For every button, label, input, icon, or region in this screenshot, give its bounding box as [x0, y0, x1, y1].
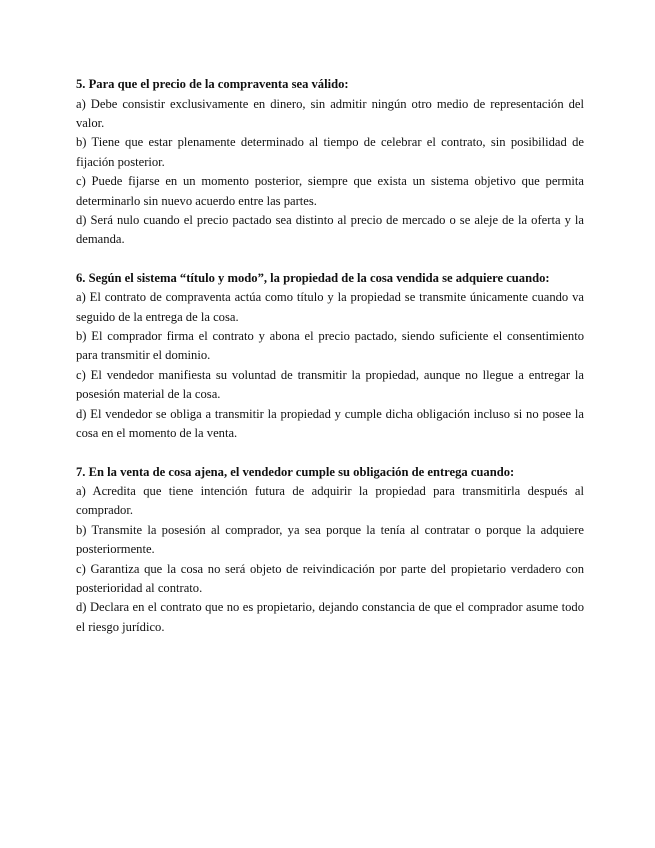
question-7	[76, 463, 584, 638]
option-d: d) Será nulo cuando el precio pactado sea distinto al precio de mercado o se aleje de la oferta y la demanda.	[76, 212, 584, 247]
question-6	[76, 269, 584, 444]
question-5	[76, 75, 584, 250]
option-b: b) Transmite la posesión al comprador, ya sea porque la tenía al contratar o porque la adquiere posteriormente.	[76, 522, 584, 557]
question-title: 7. En la venta de cosa ajena, el vendedor cumple su obligación de entrega cuando:	[76, 464, 515, 479]
question-title: 5. Para que el precio de la compraventa sea válido:	[76, 77, 349, 91]
option-c: c) El vendedor manifiesta su voluntad de transmitir la propiedad, aunque no llegue a entregar la posesión material de la cosa.	[76, 367, 584, 402]
document-page	[76, 75, 584, 656]
option-a: a) Acredita que tiene intención futura de adquirir la propiedad para transmitirla después al comprador.	[76, 484, 584, 518]
option-a: a) El contrato de compraventa actúa como título y la propiedad se transmite únicamente cuando va seguido de la entrega de la cosa.	[76, 290, 584, 324]
option-a: a) Debe consistir exclusivamente en dinero, sin admitir ningún otro medio de representación del valor.	[76, 96, 584, 130]
option-d: d) El vendedor se obliga a transmitir la propiedad y cumple dicha obligación incluso si no posee la cosa en el momento de la venta.	[76, 406, 584, 441]
option-d: d) Declara en el contrato que no es propietario, dejando constancia de que el comprador asume todo el riesgo jurídico.	[76, 600, 584, 634]
option-b: b) El comprador firma el contrato y abona el precio pactado, siendo suficiente el consentimiento para transmitir el dominio.	[76, 329, 584, 363]
question-title: 6. Según el sistema “título y modo”, la propiedad de la cosa vendida se adquiere cuando:	[76, 270, 550, 285]
option-c: c) Puede fijarse en un momento posterior, siempre que exista un sistema objetivo que permita determinarlo sin nuevo acuerdo entre las partes.	[76, 174, 584, 208]
option-b: b) Tiene que estar plenamente determinado al tiempo de celebrar el contrato, sin posibilidad de fijación posterior.	[76, 135, 584, 169]
option-c: c) Garantiza que la cosa no será objeto de reivindicación por parte del propietario verdadero con posterioridad al contrato.	[76, 561, 584, 596]
